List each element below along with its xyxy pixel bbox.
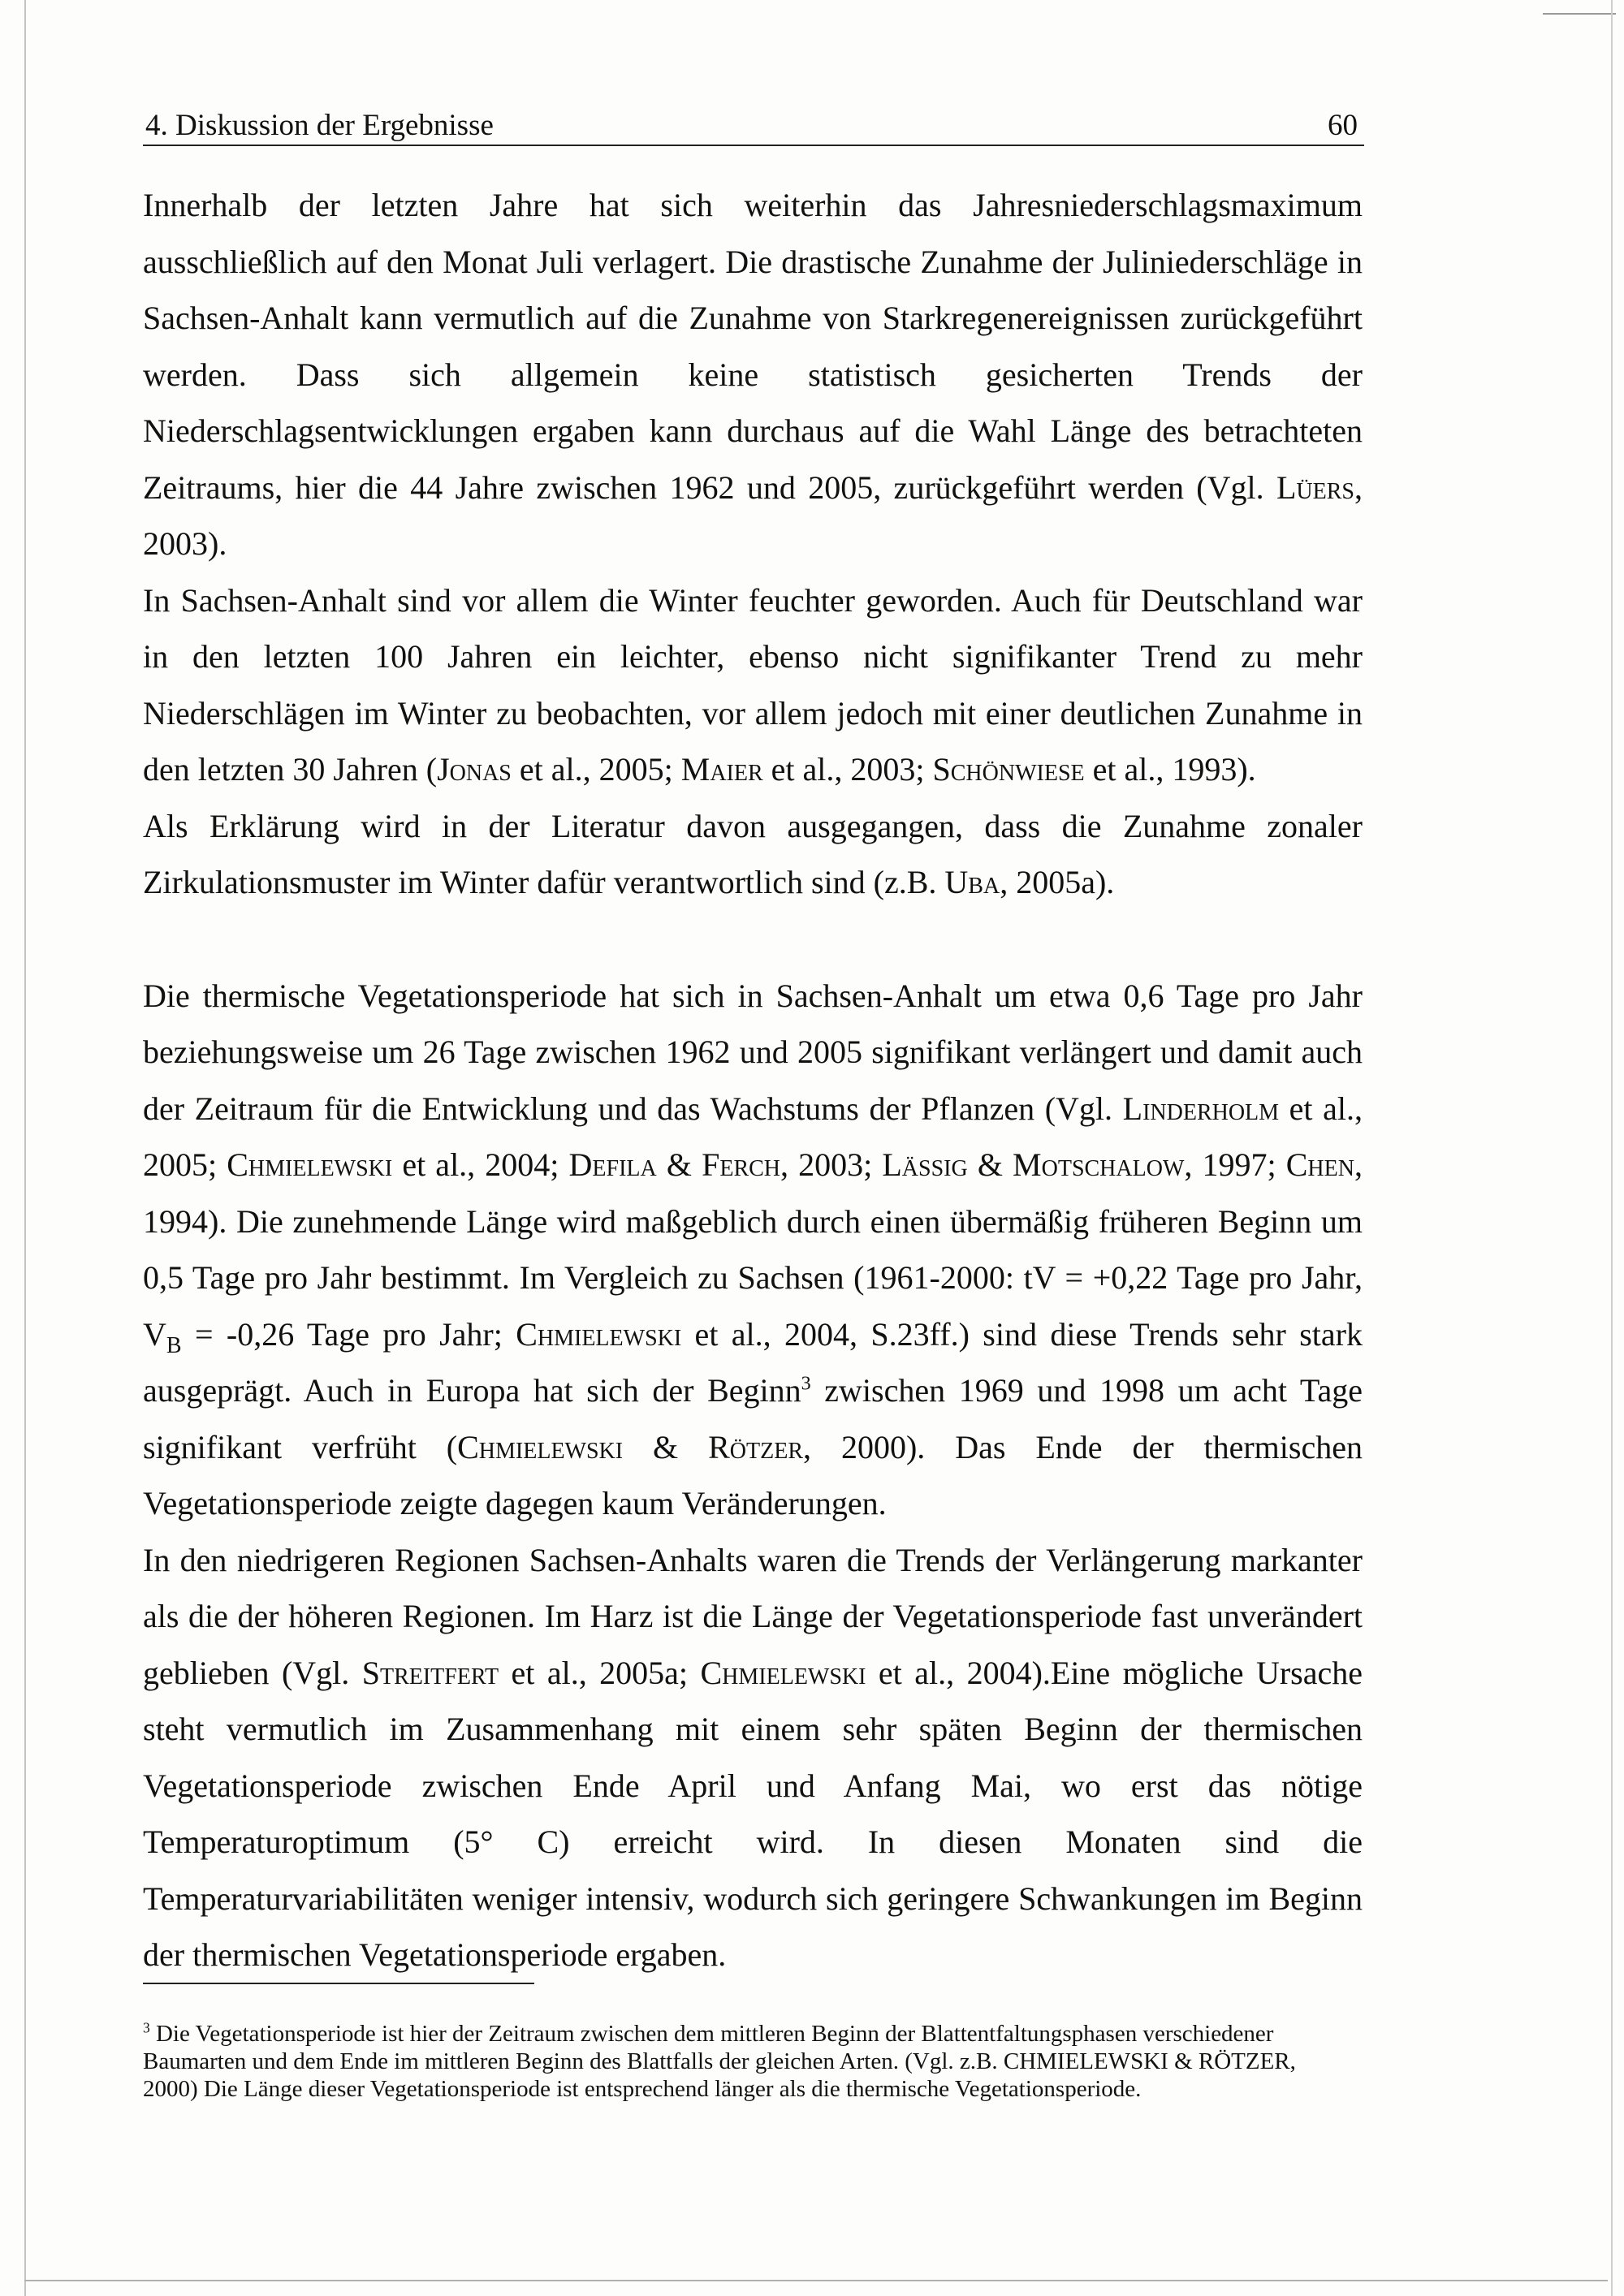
text-run: & [623,1428,709,1465]
footnote-text [143,2020,1320,2103]
text-run: et al., 1993). [1084,751,1256,788]
text-run: = -0,26 Tage pro Jahr; [181,1315,516,1353]
text-run: et al., 2005; [143,1090,1363,1183]
text-run: et al., 2005; [511,751,681,788]
text-run: et al., 2004; [392,1146,569,1183]
text-run: Als Erklärung wird in der Literatur davon ausgegangen, dass die Zunahme zonaler Zirkulationsmuster im Winter dafür verantwortlich sind (z.B. [143,807,1363,900]
paragraph [143,177,1363,572]
citation-author: Jonas [437,751,512,788]
text-run: , 1994). Die zunehmende Länge wird maßgeblich durch einen übermäßig früheren Beginn um 0,5 Tage pro Jahr bestimmt. Im Vergleich zu Sachsen (1961-2000: tV = +0,22 Tage pro Jahr, V [143,1146,1363,1353]
citation-author: Lüers [1276,468,1354,506]
citation-author: Chmielewski [457,1428,624,1465]
footnote-separator [143,1983,534,1984]
text-run: & [656,1146,702,1183]
text-run: , 2005a). [1000,864,1115,900]
scan-edge-top-right [1543,13,1616,15]
citation-author: Uba [944,864,1000,900]
text-run: Die thermische Vegetationsperiode hat sich in Sachsen-Anhalt um etwa 0,6 Tage pro Jahr beziehungsweise um 26 Tage zwischen 1962 und 2005 signifikant verlängert und damit auch der Zeitraum für die Entwicklung und das Wachstums der Pflanzen (Vgl. [143,977,1363,1127]
scan-edge-right [1611,0,1613,2296]
scan-edge-left [24,0,26,2296]
citation-author: Chmielewski [700,1654,866,1691]
citation-author: Rötzer [708,1428,803,1465]
text-run: , 2003). [143,468,1363,562]
chapter-title: 4. Diskussion der Ergebnisse [145,109,494,142]
citation-author: Lässig [882,1146,968,1183]
text-run: et al., 2003; [762,751,933,788]
page-header [143,107,1364,146]
text-run: et al., 2004).Eine mögliche Ursache steht vermutlich im Zusammenhang mit einem sehr späten Beginn der thermischen Vegetationsperiode zwischen Ende April und Anfang Mai, wo erst das nötige Temperaturoptimum (5° C) erreicht wird. In diesen Monaten sind die Temperaturvariabilitäten weniger intensiv, wodurch sich geringere Schwankungen im Beginn der thermischen Vegetationsperiode ergaben. [143,1654,1363,1973]
citation-author: Schönwiese [932,751,1085,788]
footnote-reference: 3 [801,1373,811,1395]
footnote-marker: 3 [143,2019,150,2036]
scan-edge-bottom [24,2280,1608,2281]
citation-author: Motschalow [1013,1146,1185,1183]
body-text [143,177,1363,1983]
page-number: 60 [1328,109,1358,142]
citation-author: Chen [1285,1146,1354,1183]
paragraph [143,572,1363,798]
text-run: , 1997; [1184,1146,1286,1183]
text-run: zwischen 1969 und 1998 um acht Tage signifikant verfrüht ( [143,1372,1363,1465]
citation-author: Chmielewski [516,1315,682,1353]
text-run: In den niedrigeren Regionen Sachsen-Anhalts waren die Trends der Verlängerung markanter als die der höheren Regionen. Im Harz ist die Länge der Vegetationsperiode fast unverändert geblieben (Vgl. [143,1541,1363,1691]
paragraph [143,1532,1363,1983]
citation-author: Linderholm [1122,1090,1280,1127]
paragraph [143,798,1363,911]
citation-author: Chmielewski [227,1146,393,1183]
footnote [143,2020,1320,2103]
footnote-body: Die Vegetationsperiode ist hier der Zeitraum zwischen dem mittleren Beginn der Blattentfaltungsphasen verschiedener Baumarten und dem Ende im mittleren Beginn des Blattfalls der gleichen Arten. (Vgl. z.B. CHMIELEWSKI & RÖTZER, 2000) Die Länge dieser Vegetationsperiode ist entsprechend länger als die thermische Vegetationsperiode. [143,2021,1296,2102]
citation-author: Streitfert [361,1654,499,1691]
citation-author: Ferch [702,1146,781,1183]
text-run: , 2000). Das Ende der thermischen Vegetationsperiode zeigte dagegen kaum Veränderungen. [143,1428,1363,1521]
citation-author: Defila [568,1146,657,1183]
text-run: et al., 2005a; [499,1654,701,1691]
text-run: In Sachsen-Anhalt sind vor allem die Winter feuchter geworden. Auch für Deutschland war in den letzten 100 Jahren ein leichter, ebenso nicht signifikanter Trend zu mehr Niederschlägen im Winter zu beobachten, vor allem jedoch mit einer deutlichen Zunahme in den letzten 30 Jahren ( [143,581,1363,788]
text-run: & [967,1146,1013,1183]
subscript: B [166,1332,182,1358]
text-run: et al., 2004, S.23ff.) sind diese Trends sehr stark ausgeprägt. Auch in Europa hat sich der Beginn [143,1315,1363,1409]
paragraph [143,968,1363,1532]
text-run: Innerhalb der letzten Jahre hat sich weiterhin das Jahresniederschlagsmaximum ausschließlich auf den Monat Juli verlagert. Die drastische Zunahme der Juliniederschläge in Sachsen-Anhalt kann vermutlich auf die Zunahme von Starkregenereignissen zurückgeführt werden. Dass sich allgemein keine statistisch gesicherten Trends der Niederschlagsentwicklungen ergaben kann durchaus auf die Wahl Länge des betrachteten Zeitraums, hier die 44 Jahre zwischen 1962 und 2005, zurückgeführt werden (Vgl. [143,187,1363,506]
citation-author: Maier [680,751,763,788]
text-run: , 2003; [780,1146,883,1183]
